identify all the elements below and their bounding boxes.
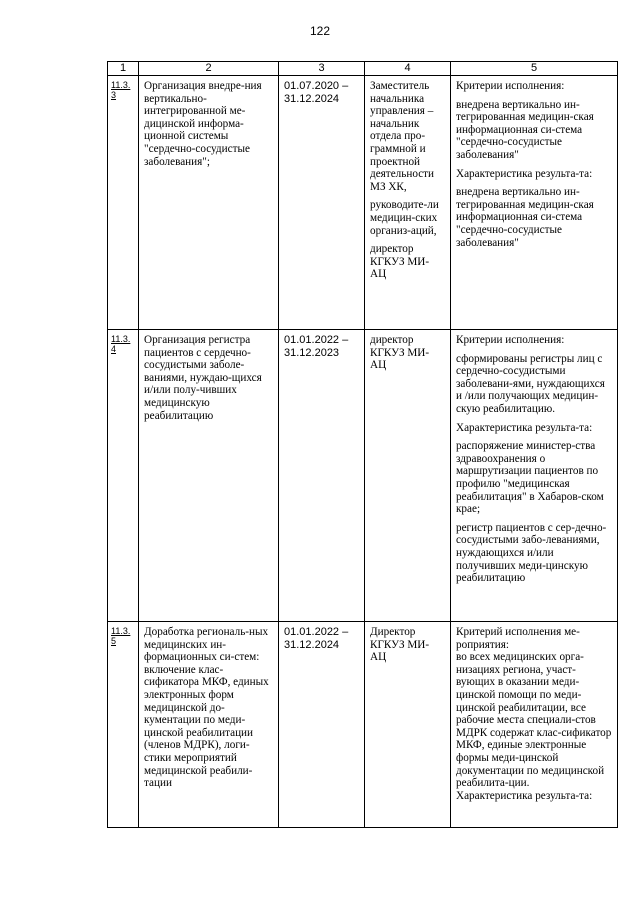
- result-text: распоряжение министер-ства здравоохранения о маршрутизации пациентов по профилю "медицинская реабилитация" в Хабаров-ском крае;: [456, 440, 604, 516]
- criteria-cell: [451, 330, 618, 622]
- responsible-cell: [365, 76, 451, 330]
- start-date: 01.01.2022 –: [284, 626, 349, 638]
- column-header-5: 5: [451, 62, 618, 76]
- responsible-item: директор КГКУЗ МИ-АЦ: [370, 334, 430, 372]
- responsible-item: Заместитель начальника управления – начальник отдела про-граммной и проектной деятельности МЗ ХК,: [370, 80, 435, 193]
- row-number-line: 5: [111, 636, 117, 646]
- criteria-cell: [451, 76, 618, 330]
- measure-name-cell: [139, 622, 279, 828]
- result-text: внедрена вертикально ин-тегрированная медицин-ская информационная си-стема "сердечно-сосудистые заболевания": [456, 186, 594, 249]
- column-header-4: 4: [365, 62, 451, 76]
- criteria-heading: Критерии исполнения:: [456, 80, 565, 92]
- measure-name: Организация регистра пациентов с сердечно-сосудистыми заболе-ваниями, нуждаю-щихся и/или полу-чивших медицинскую реабилитацию: [144, 334, 262, 422]
- header-row: [108, 62, 618, 76]
- result-text: регистр пациентов с сер-дечно-сосудистыми забо-леваниями, нуждающихся и/или получивших меди-цинскую реабилитацию: [456, 521, 607, 585]
- dates-cell: [279, 76, 365, 330]
- criteria-text: внедрена вертикально ин-тегрированная медицин-ская информационная си-стема "сердечно-сосудистые заболевания": [456, 98, 594, 161]
- result-heading: Характеристика результа-та:: [456, 421, 593, 434]
- row-number-cell: [108, 622, 139, 828]
- responsible-item: директор КГКУЗ МИ-АЦ: [370, 243, 430, 281]
- row-number-line: 3: [111, 90, 117, 100]
- criteria-text: сформированы регистры лиц с сердечно-сосудистыми заболевани-ями, нуждающихся и /или получающих медицин-скую реабилитацию.: [456, 352, 605, 415]
- result-heading: Характеристика результа-та:: [456, 789, 593, 802]
- row-number-cell: [108, 76, 139, 330]
- criteria-cell: [451, 622, 618, 828]
- page-number: 122: [309, 24, 331, 38]
- column-header-3: 3: [279, 62, 365, 76]
- measures-table: [107, 61, 618, 828]
- column-header-1: 1: [108, 62, 139, 76]
- criteria-text: во всех медицинских орга-низациях региона, участ-вующих в оказании меди-цинской помощи по меди-цинской реабилитации, все рабочие места специали-стов МДРК содержат клас-сификатор МКФ, единые электронные формы меди-цинской документации по медицинской реабилита-ции.: [456, 651, 612, 790]
- measure-name-cell: [139, 76, 279, 330]
- end-date: 31.12.2024: [284, 638, 340, 651]
- responsible-cell: [365, 622, 451, 828]
- start-date: 01.07.2020 –: [284, 80, 349, 92]
- row-number-cell: [108, 330, 139, 622]
- start-date: 01.01.2022 –: [284, 334, 349, 346]
- responsible-cell: [365, 330, 451, 622]
- dates-cell: [279, 330, 365, 622]
- measure-name: Доработка региональ-ных медицинских ин-формационных си-стем: включение клас-сификатора МКФ, единых электронных форм медицинской до-кументации по меди-цинской реабилитации (членов МДРК), логи-стики мероприятий медицинской реабили-тации: [144, 626, 269, 790]
- responsible-item: руководите-ли медицин-ских организ-аций,: [370, 199, 439, 237]
- row-number-line: 11.3.: [111, 334, 131, 344]
- measure-name-cell: [139, 330, 279, 622]
- end-date: 31.12.2023: [284, 346, 340, 359]
- row-number-line: 11.3.: [111, 626, 131, 636]
- table-row: [108, 76, 618, 330]
- responsible-item: Директор КГКУЗ МИ-АЦ: [370, 626, 430, 664]
- criteria-heading: Критерий исполнения ме-роприятия:: [456, 626, 580, 651]
- column-header-2: 2: [139, 62, 279, 76]
- table-row: [108, 330, 618, 622]
- row-number-line: 4: [111, 344, 117, 354]
- criteria-heading: Критерии исполнения:: [456, 334, 565, 346]
- row-number-line: 11.3.: [111, 80, 131, 90]
- table-row: [108, 622, 618, 828]
- measure-name: Организация внедре-ния вертикально-интегрированной ме-дицинской информа-ционной системы "сердечно-сосудистые заболевания";: [144, 80, 262, 168]
- dates-cell: [279, 622, 365, 828]
- result-heading: Характеристика результа-та:: [456, 167, 593, 180]
- end-date: 31.12.2024: [284, 92, 340, 105]
